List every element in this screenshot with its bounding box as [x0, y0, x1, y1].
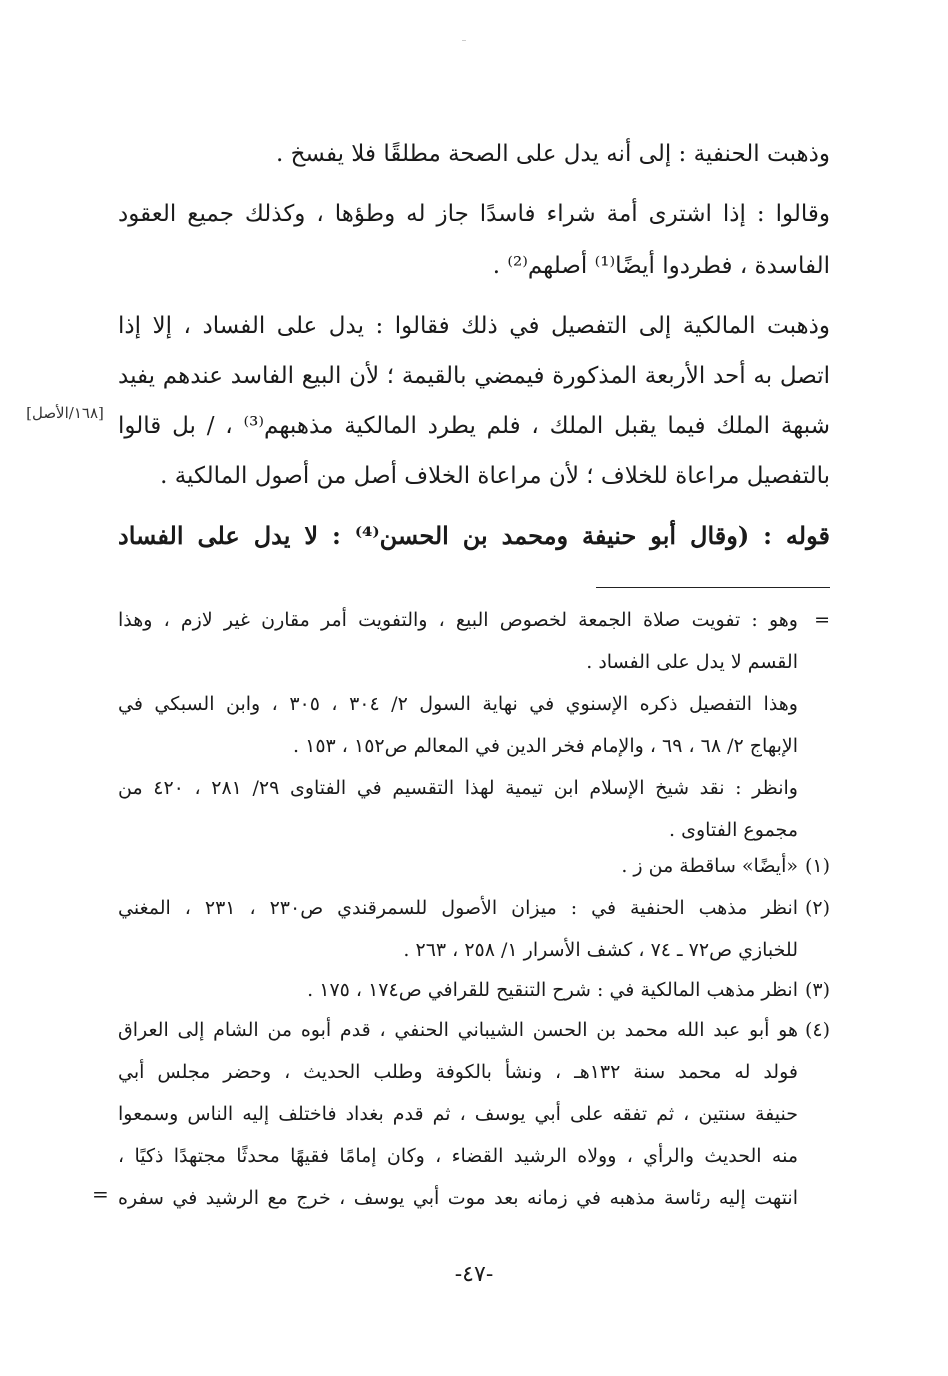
- footnote-cont-line3: وهذا التفصيل ذكره الإسنوي في نهاية السول ٢/ ٣٠٤ ، ٣٠٥ ، وابن السبكي في: [118, 693, 798, 715]
- paragraph-qalu-line1: وقالوا : إذا اشترى أمة شراء فاسدًا جاز له وطؤها ، وكذلك جميع العقود: [118, 201, 830, 227]
- quoted-statement: قوله : (وقال أبو حنيفة ومحمد بن الحسن⁽⁴⁾ : لا يدل على الفساد: [118, 521, 830, 550]
- footnote-cont-line5: وانظر : نقد شيخ الإسلام ابن تيمية لهذا التقسيم في الفتاوى ٢٩/ ٢٨١ ، ٤٢٠ من: [118, 777, 798, 799]
- top-dot: [462, 40, 466, 41]
- footnote-4-line3: حنيفة سنتين ، ثم تفقه على أبي يوسف ، ثم قدم بغداد فاختلف إليه الناس وسمعوا: [118, 1103, 798, 1125]
- footnote-3-line1: انظر مذهب المالكية في : شرح التنقيح للقرافي ص١٧٤ ، ١٧٥ .: [307, 979, 798, 1001]
- paragraph-maliki-line2: اتصل به أحد الأربعة المذكورة فيمضي بالقيمة ؛ لأن البيع الفاسد عندهم يفيد: [118, 363, 830, 389]
- paragraph-maliki-line3: شبهة الملك فيما يقبل الملك ، فلم يطرد المالكية مذهبهم⁽³⁾ ، / بل قالوا: [118, 413, 830, 439]
- footnote-cont-line2: القسم لا يدل على الفساد .: [586, 651, 798, 673]
- footnote-cont-line4: الإبهاج ٢/ ٦٨ ، ٦٩ ، والإمام فخر الدين في المعالم ص١٥٢ ، ١٥٣ .: [293, 735, 798, 757]
- footnote-2-line1: انظر مذهب الحنفية في : ميزان الأصول للسمرقندي ص٢٣٠ ، ٢٣١ ، المغني: [118, 897, 798, 919]
- footnote-4-line4: منه الحديث والرأي ، وولاه الرشيد القضاء ، وكان إمامًا فقيهًا محدثًا مجتهدًا ذكيًا ،: [118, 1145, 798, 1167]
- footnote-cont-line6: مجموع الفتاوى .: [669, 819, 798, 841]
- footnote-4-line1: هو أبو عبد الله محمد بن الحسن الشيباني الحنفي ، قدم أبوه من الشام إلى العراق: [118, 1019, 798, 1041]
- footnote-2-line2: للخبازي ص٧٢ ـ ٧٤ ، كشف الأسرار ١/ ٢٥٨ ، ٢٦٣ .: [403, 939, 798, 961]
- footnote-cont-line1: وهو : تفويت صلاة الجمعة لخصوص البيع ، والتفويت أمر مقارن غير لازم ، وهذا: [118, 609, 798, 631]
- footnote-number: (٢): [804, 897, 830, 919]
- paragraph-maliki-line4: بالتفصيل مراعاة للخلاف ؛ لأن مراعاة الخلاف أصل من أصول المالكية .: [160, 463, 830, 489]
- page-number: -٤٧-: [454, 1262, 494, 1287]
- footnote-1-line1: «أيضًا» ساقطة من ز .: [621, 855, 798, 877]
- paragraph-hanafi: وذهبت الحنفية : إلى أنه يدل على الصحة مطلقًا فلا يفسخ .: [275, 141, 830, 167]
- footnote-number: (٣): [804, 979, 830, 1001]
- footnote-4-line2: فولد له محمد سنة ١٣٢هـ ، ونشأ بالكوفة وطلب الحديث ، وحضر مجلس أبي: [118, 1061, 798, 1083]
- margin-reference: [١٦٨/الأصل]: [26, 404, 104, 422]
- continuation-mark: =: [814, 609, 830, 631]
- footnote-separator: [596, 587, 830, 588]
- paragraph-qalu-line2: الفاسدة ، فطردوا أيضًا⁽¹⁾ أصلهم⁽²⁾ .: [492, 253, 830, 279]
- footnote-number: (٤): [804, 1019, 830, 1041]
- footnote-4-line5: انتهت إليه رئاسة مذهبه في زمانه بعد موت أبي يوسف ، خرج مع الرشيد في سفره: [118, 1187, 798, 1209]
- paragraph-maliki-line1: وذهبت المالكية إلى التفصيل في ذلك فقالوا : يدل على الفساد ، إلا إذا: [118, 313, 830, 339]
- continued-mark: =: [92, 1182, 109, 1206]
- footnote-number: (١): [804, 855, 830, 877]
